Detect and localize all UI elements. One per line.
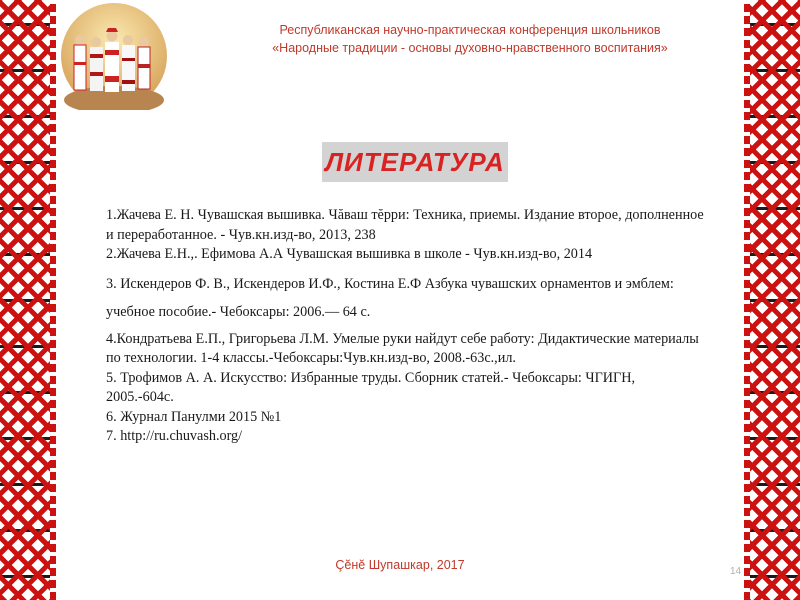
ornament-border-right xyxy=(744,0,800,600)
reference-item: 5. Трофимов А. А. Искусство: Избранные труды. Сборник статей.- Чебоксары: ЧГИГН, 2005.-604с. xyxy=(106,369,636,405)
section-title: ЛИТЕРАТУРА xyxy=(325,146,505,177)
folk-costume-photo xyxy=(60,2,168,110)
conference-title-line-1: Республиканская научно-практическая конференция школьников xyxy=(279,23,661,37)
ornament-border-left xyxy=(0,0,56,600)
reference-item: 4.Кондратьева Е.П., Григорьева Л.М. Умелые руки найдут себе работу: Дидактические материалы по технологии. 1-4 классы.-Чебоксары:Чув.кн.изд-во, 2008.-63с.,ил. xyxy=(106,330,699,366)
page-number: 14 xyxy=(730,566,742,577)
section-title-box xyxy=(322,142,508,182)
reference-item: 2.Жачева Е.Н.,. Ефимова А.А Чувашская вышивка в школе - Чув.кн.изд-во, 2014 xyxy=(106,246,593,262)
reference-item: 6. Журнал Панулми 2015 №1 xyxy=(106,408,282,425)
reference-list xyxy=(106,206,706,447)
footer-city-year: Çĕнĕ Шупашкар, 2017 xyxy=(335,558,465,572)
reference-item[interactable]: 7. http://ru.chuvash.org/ xyxy=(106,428,243,444)
reference-item: 3. Искендеров Ф. В., Искендеров И.Ф., Костина Е.Ф Азбука чувашских орнаментов и эмблем: учебное пособие.- Чебоксары: 2006.— 64 с. xyxy=(106,275,674,320)
reference-item: 1.Жачева Е. Н. Чувашская вышивка. Чăваш тĕрри: Техника, приемы. Издание второе, дополненное и переработанное. - Чув.кн.изд-во, 2013, 238 xyxy=(106,207,704,243)
conference-title-line-2: «Народные традиции - основы духовно-нравственного воспитания» xyxy=(272,41,668,55)
